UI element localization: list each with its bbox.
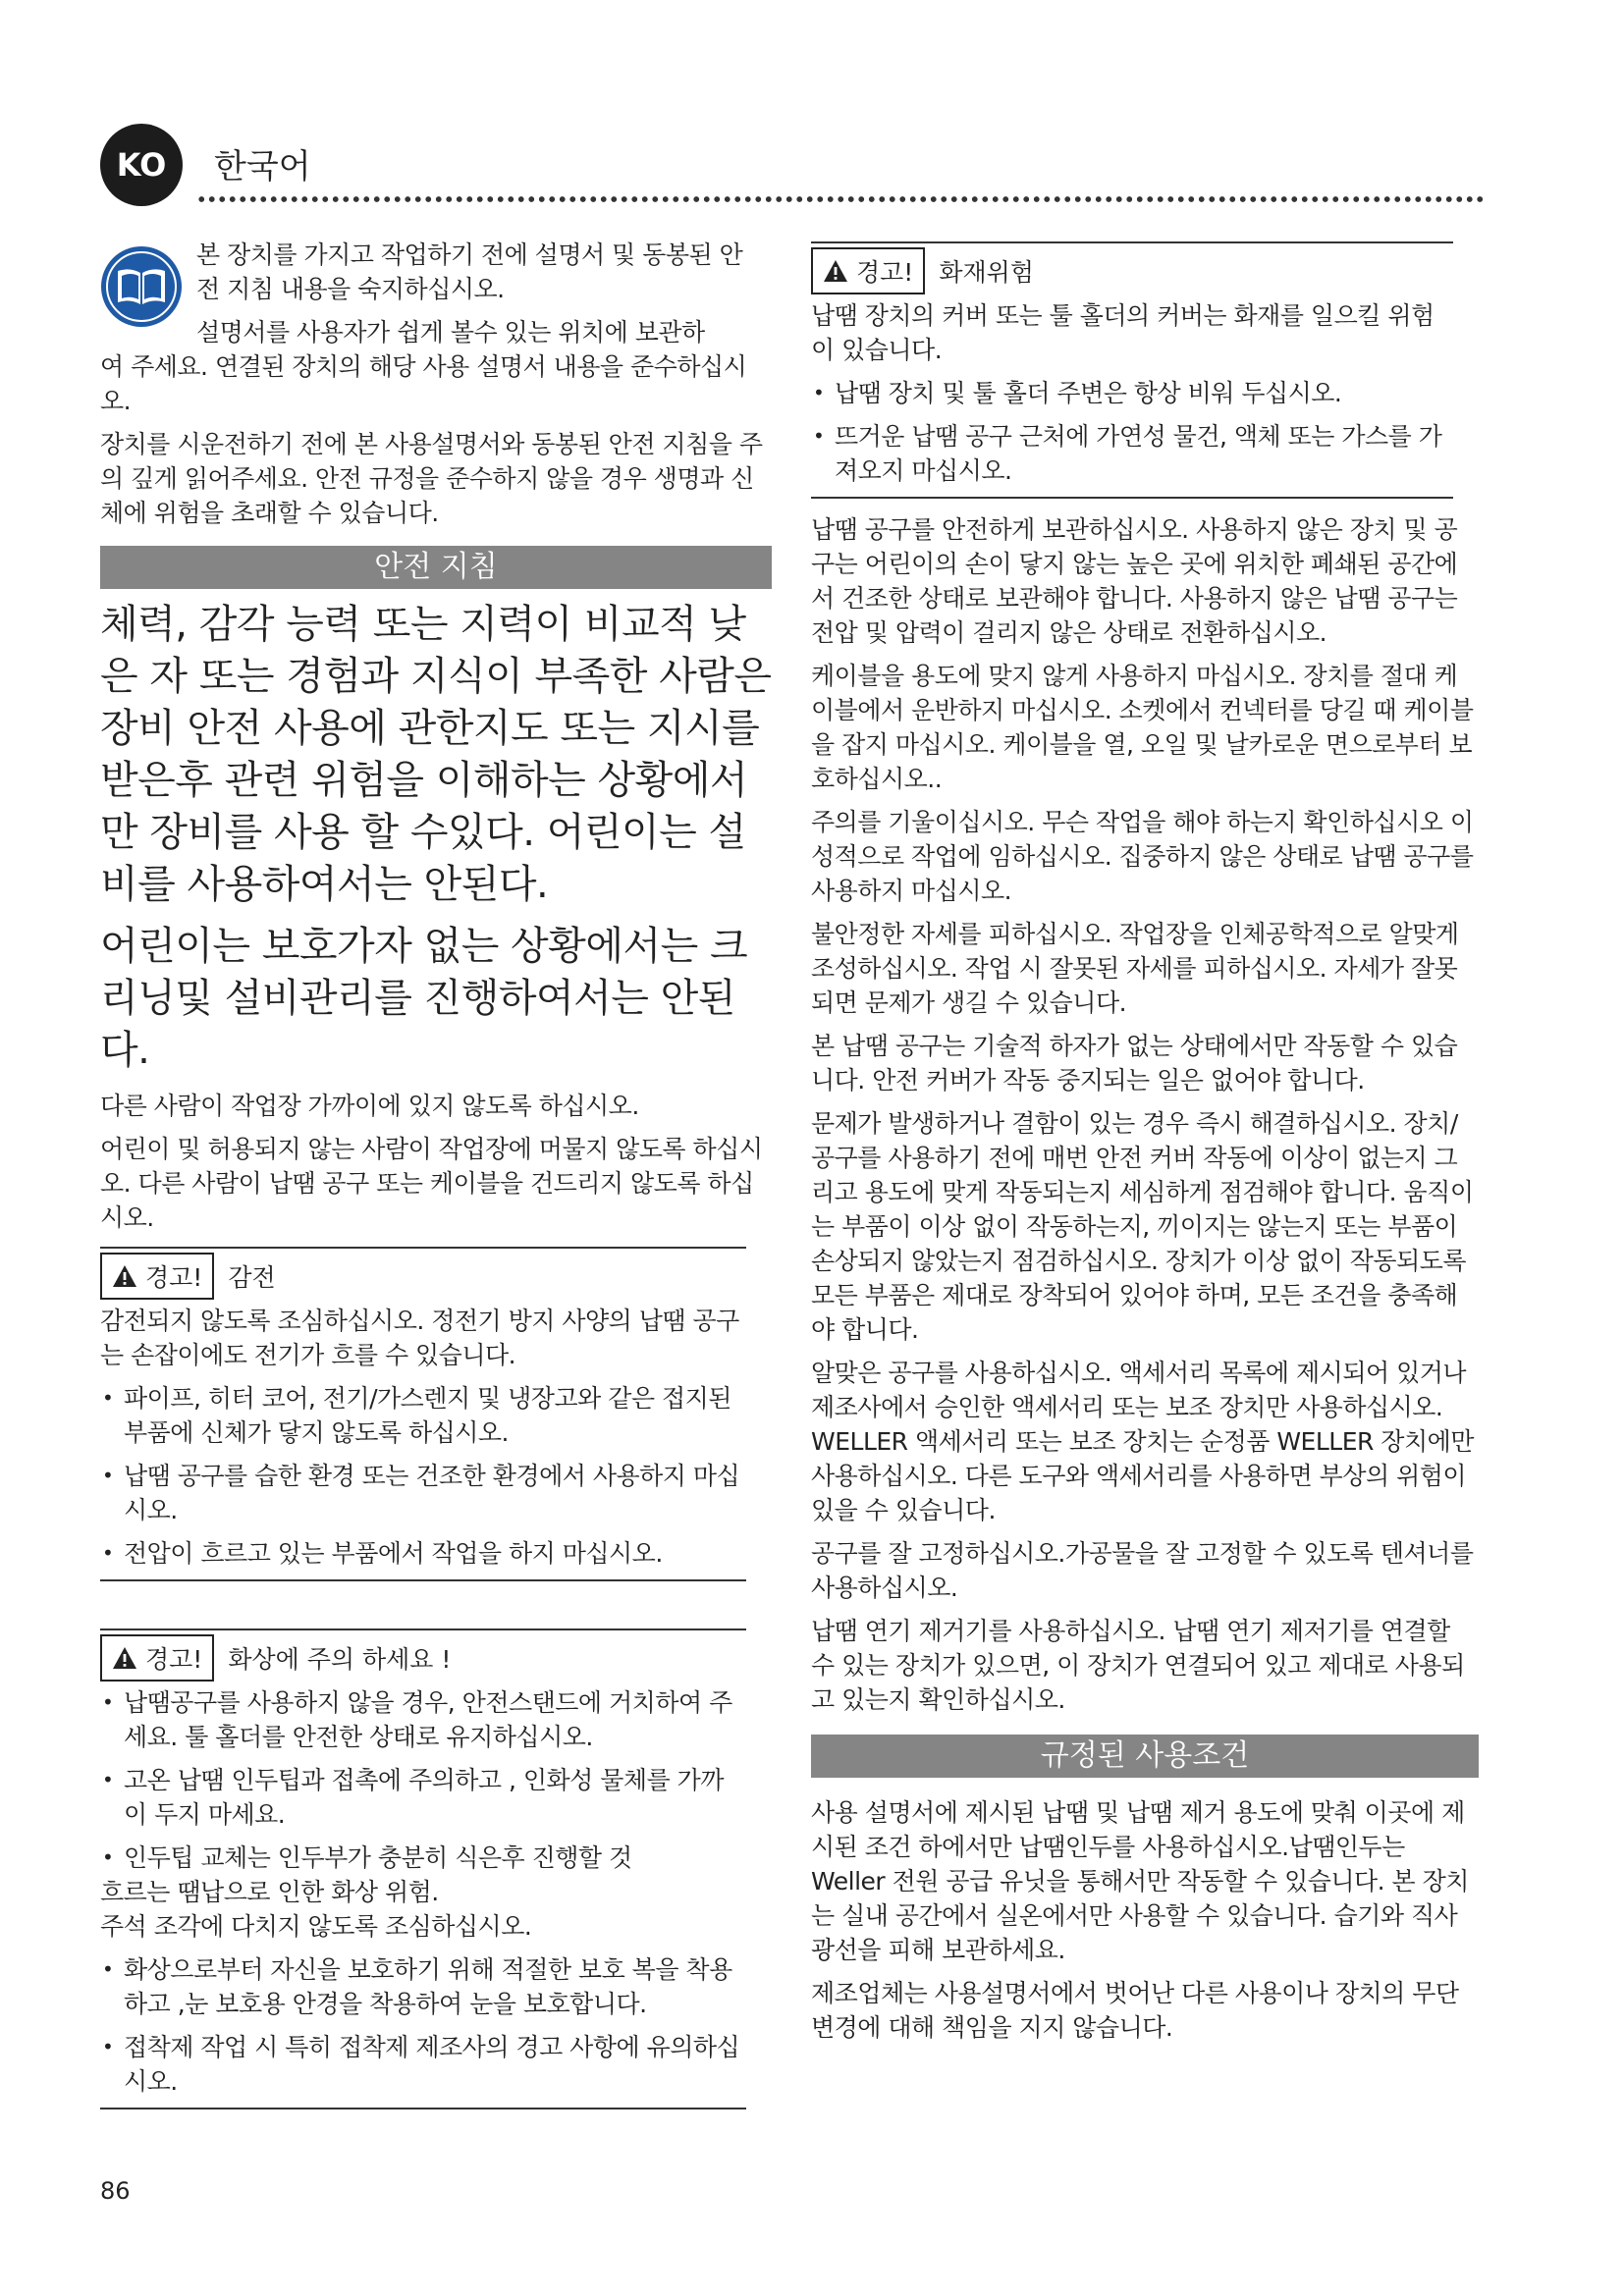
warning-label-text: 경고! [145,1645,203,1674]
safety-text-1: 다른 사람이 작업장 가까이에 있지 않도록 하십시오. [100,1092,639,1120]
intro-text-3: 장치를 시운전하기 전에 본 사용설명서와 동봉된 안전 지침을 주의 깊게 읽어주세요. 안전 규정을 준수하지 않을 경우 생명과 신체에 위험을 초래할 수 있습니다. [100,430,763,527]
divider [100,1629,746,1630]
warning-title: 화재위험 [939,258,1034,287]
list-item: • 고온 납땜 인두팁과 접촉에 주의하고 , 인화성 물체를 가까이 두지 마세요. [100,1763,746,1832]
fire-warning-block [811,241,1453,499]
divider [811,241,1453,243]
warning-triangle-icon [112,1264,137,1288]
right-column [811,241,1479,2054]
shock-warning-text: 감전되지 않도록 조심하십시오. 정전기 방지 사양의 납땜 공구는 손잡이에도 전기가 흐를 수 있습니다. [100,1307,739,1369]
warning-label [100,1253,214,1300]
intro-text-2b: 여 주세요. 연결된 장치의 해당 사용 설명서 내용을 준수하십시오. [100,352,747,415]
shock-warning-block [100,1247,746,1581]
left-column [100,238,772,2109]
right-text-6: 문제가 발생하거나 결함이 있는 경우 즉시 해결하십시오. 장치/공구를 사용하기 전에 매번 안전 커버 작동에 이상이 없는지 그리고 용도에 맞게 작동되는지 세심하게 점검해야 합니다. 움직이는 부품이 이상 없이 작동하는지, 끼이지는 않는지 또는 부품이 손상되지 않았는지 점검하십시오. 장치가 이상 없이 작동되도록 모든 부품은 제대로 장착되어 있어야 하며, 모든 조건을 충족해야 합니다. [811,1109,1474,1344]
right-text-3: 주의를 기울이십시오. 무슨 작업을 해야 하는지 확인하십시오 이성적으로 작업에 임하십시오. 집중하지 않은 상태로 납땜 공구를 사용하지 마십시오. [811,808,1474,905]
right-text-9: 납땜 연기 제거기를 사용하십시오. 납땜 연기 제저기를 연결할 수 있는 장치가 있으면, 이 장치가 연결되어 있고 제대로 사용되고 있는지 확인하십시오. [811,1617,1465,1714]
burn-warning-block [100,1629,746,2109]
right-text-7: 알맞은 공구를 사용하십시오. 액세서리 목록에 제시되어 있거나 제조사에서 승인한 액세서리 또는 보조 장치만 사용하십시오. WELLER 액세서리 또는 보조 장치는 순정품 WELLER 장치에만 사용하십시오. 다른 도구와 액세서리를 사용하면 부상의 위험이 있을 수 있습니다. [811,1359,1474,1524]
intro-text-2a: 설명서를 사용자가 쉽게 볼수 있는 위치에 보관하 [196,318,705,347]
right-text-1: 납땜 공구를 안전하게 보관하십시오. 사용하지 않은 장치 및 공구는 어린이의 손이 닿지 않는 높은 곳에 위치한 폐쇄된 공간에서 건조한 상태로 보관해야 합니다. 사용하지 않은 납땜 공구는 전압 및 압력이 걸리지 않은 상태로 전환하십시오. [811,515,1458,647]
fire-warning-list [811,376,1453,488]
page-number: 86 [100,2177,131,2205]
list-item: • 파이프, 히터 코어, 전기/가스렌지 및 냉장고와 같은 접지된 부품에 신체가 닿지 않도록 하십시오. [100,1381,746,1450]
list-item: • 납땜공구를 사용하지 않을 경우, 안전스탠드에 거치하여 주세요. 툴 홀더를 안전한 상태로 유지하십시오. [100,1685,746,1754]
language-code-badge: KO [100,124,183,206]
right-text-4: 불안정한 자세를 피하십시오. 작업장을 인체공학적으로 알맞게 조성하십시오. 작업 시 잘못된 자세를 피하십시오. 자세가 잘못되면 문제가 생길 수 있습니다. [811,920,1459,1017]
safety-section-bar: 안전 지침 [100,546,772,589]
divider [100,1579,746,1581]
warning-header [811,247,1453,294]
safety-emphasis-2: 어린이는 보호가자 없는 상황에서는 크리닝및 설비관리를 진행하여서는 안된다. [100,924,748,1073]
right-text-5: 본 납땜 공구는 기술적 하자가 없는 상태에서만 작동할 수 있습니다. 안전 커버가 작동 중지되는 일은 없어야 합니다. [811,1032,1458,1095]
warning-label [100,1634,214,1682]
burn-warning-list-a [100,1685,746,1875]
list-item: • 뜨거운 납땜 공구 근처에 가연성 물건, 액체 또는 가스를 가져오지 마십시오. [811,419,1453,488]
list-item: • 인두팁 교체는 인두부가 충분히 식은후 진행할 것 [100,1841,746,1875]
intro-text-1b: 전 지침 내용을 숙지하십시오. [196,275,505,303]
warning-title: 화상에 주의 하세요 ! [228,1645,452,1674]
warning-label [811,247,925,294]
fire-warning-text: 납땜 장치의 커버 또는 툴 홀더의 커버는 화재를 일으킬 위험이 있습니다. [811,301,1435,364]
divider [100,2108,746,2109]
list-item: • 전압이 흐르고 있는 부품에서 작업을 하지 마십시오. [100,1536,746,1571]
divider [811,497,1453,499]
intro-text-1a: 본 장치를 가지고 작업하기 전에 설명서 및 동봉된 안 [196,240,743,269]
list-item: • 납땜 장치 및 툴 홀더 주변은 항상 비워 두십시오. [811,376,1453,410]
warning-header [100,1634,746,1682]
burn-warning-text-1: 흐르는 땜납으로 인한 화상 위험. [100,1878,439,1906]
header-dotted-divider [196,195,1483,203]
list-item: • 납땜 공구를 습한 환경 또는 건조한 환경에서 사용하지 마십시오. [100,1459,746,1527]
warning-label-text: 경고! [856,258,914,287]
warning-title: 감전 [228,1263,276,1292]
language-name: 한국어 [214,147,311,187]
warning-triangle-icon [823,259,848,283]
burn-warning-list-b [100,1952,746,2099]
warning-label-text: 경고! [145,1263,203,1292]
safety-emphasis-1: 체력, 감각 능력 또는 지력이 비교적 낮은 자 또는 경험과 지식이 부족한 사람은 장비 안전 사용에 관한지도 또는 지시를 받은후 관련 위험을 이해하는 상황에서만 장비를 사용 할 수있다. 어린이는 설비를 사용하여서는 안된다. [100,602,772,907]
safety-text-2: 어린이 및 허용되지 않는 사람이 작업장에 머물지 않도록 하십시오. 다른 사람이 납땜 공구 또는 케이블을 건드리지 않도록 하십시오. [100,1135,763,1232]
list-item: • 접착제 작업 시 특히 접착제 제조사의 경고 사항에 유의하십시오. [100,2030,746,2099]
right-text-2: 케이블을 용도에 맞지 않게 사용하지 마십시오. 장치를 절대 케이블에서 운반하지 마십시오. 소켓에서 컨넥터를 당길 때 케이블을 잡지 마십시오. 케이블을 열, 오일 및 날카로운 면으로부터 보호하십시오.. [811,662,1474,793]
usage-section-bar: 규정된 사용조건 [811,1735,1479,1778]
burn-warning-text-2: 주석 조각에 다치지 않도록 조심하십시오. [100,1912,532,1941]
usage-text-2: 제조업체는 사용설명서에서 벗어난 다른 사용이나 장치의 무단 변경에 대해 책임을 지지 않습니다. [811,1979,1459,2042]
shock-warning-list [100,1381,746,1571]
divider [100,1247,746,1249]
warning-triangle-icon [112,1646,137,1670]
warning-header [100,1253,746,1300]
list-item: • 화상으로부터 자신을 보호하기 위해 적절한 보호 복을 착용 하고 ,눈 보호용 안경을 착용하여 눈을 보호합니다. [100,1952,746,2021]
right-text-8: 공구를 잘 고정하십시오.가공물을 잘 고정할 수 있도록 텐셔너를 사용하십시오. [811,1539,1474,1602]
usage-text-1: 사용 설명서에 제시된 납땜 및 납땜 제거 용도에 맞춰 이곳에 제시된 조건 하에서만 납땜인두를 사용하십시오.납땜인두는 Weller 전원 공급 유닛을 통해서만 작동할 수 있습니다. 본 장치는 실내 공간에서 실온에서만 사용할 수 있습니다. 습기와 직사광선을 피해 보관하세요. [811,1798,1469,1964]
